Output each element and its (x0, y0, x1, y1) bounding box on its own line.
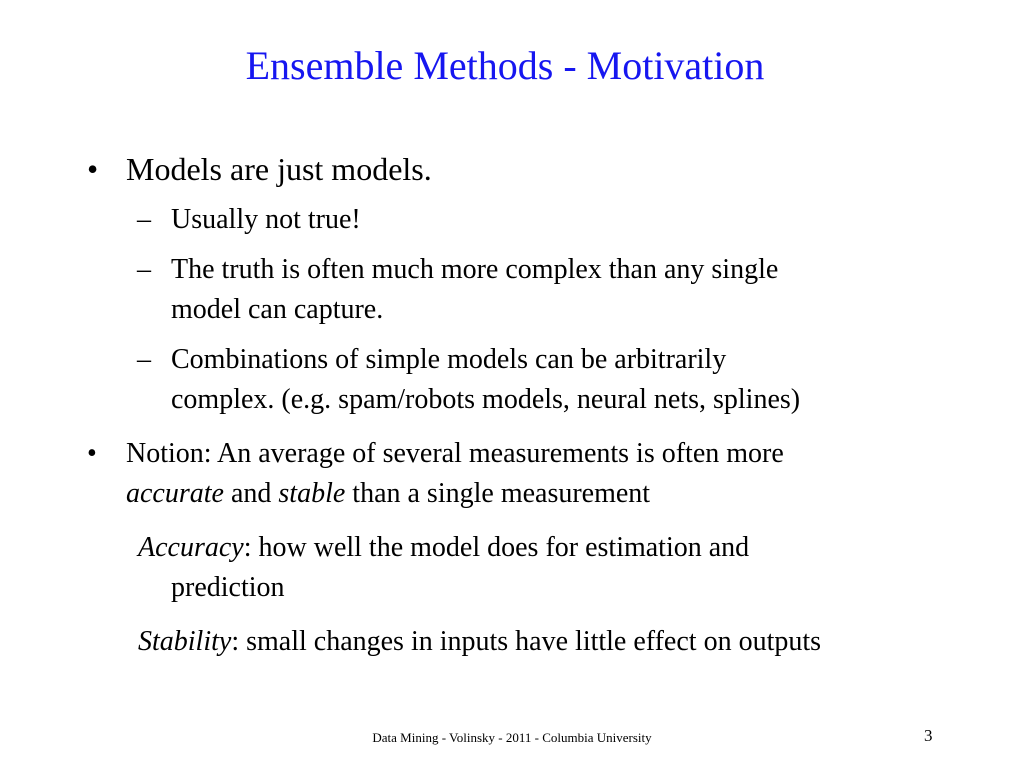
sub-bullet-line: The truth is often much more complex than any single (171, 254, 779, 285)
slide-title: Ensemble Methods - Motivation (245, 43, 765, 88)
bullet-text: Models are just models. (126, 151, 432, 187)
sub-bullet-line: Usually not true! (171, 204, 361, 235)
bullet-marker: • (87, 151, 99, 187)
emphasis-stable: stable (278, 478, 346, 509)
bullet-line: Notion: An average of several measurements is often more (126, 438, 784, 469)
bullet-line-text: and (223, 478, 279, 509)
definition-text: : how well the model does for estimation and (243, 532, 750, 563)
definition-continuation: prediction (171, 572, 285, 603)
sub-bullet-line: complex. (e.g. spam/robots models, neural nets, splines) (171, 384, 801, 415)
dash-marker: – (137, 204, 151, 235)
definition-accuracy (138, 528, 749, 608)
bullet-models (87, 149, 432, 189)
dash-marker: – (137, 254, 151, 285)
definition-text: : small changes in inputs have little effect on outputs (231, 626, 822, 657)
bullet-notion (87, 434, 784, 514)
page-number: 3 (924, 726, 933, 745)
definition-stability (138, 622, 821, 662)
term-accuracy: Accuracy (138, 532, 244, 563)
term-stability: Stability (138, 626, 232, 657)
emphasis-accurate: accurate (126, 478, 224, 509)
definition-line (138, 622, 821, 662)
sub-bullet-combinations (137, 340, 801, 420)
sub-bullet-usually-not-true (137, 200, 361, 240)
sub-bullet-truth-complex (137, 250, 779, 330)
dash-marker: – (137, 344, 151, 375)
bullet-marker: • (87, 438, 97, 469)
definition-line (138, 528, 749, 568)
bullet-line-text: than a single measurement (345, 478, 651, 509)
slide-footer: Data Mining - Volinsky - 2011 - Columbia University (372, 730, 652, 745)
sub-bullet-line: model can capture. (171, 294, 384, 325)
sub-bullet-line: Combinations of simple models can be arbitrarily (171, 344, 727, 375)
bullet-line (126, 474, 784, 514)
